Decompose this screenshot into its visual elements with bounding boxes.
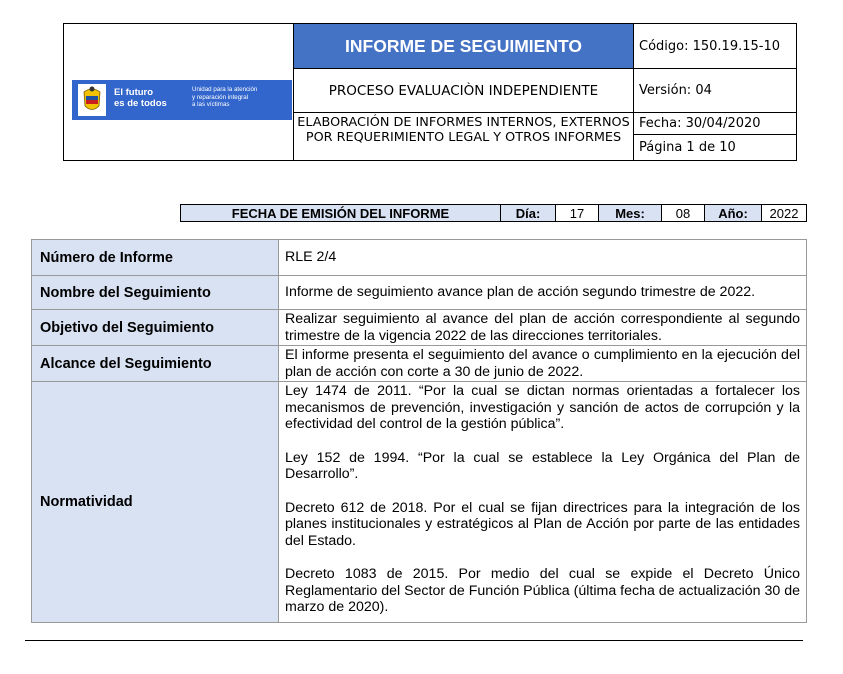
row-label: Alcance del Seguimiento [32, 346, 279, 381]
row-label: Nombre del Seguimiento [32, 276, 279, 309]
year-label: Año: [705, 205, 762, 221]
document-date: Fecha: 30/04/2020 [634, 113, 796, 135]
logo-cell [64, 24, 294, 160]
page-divider [25, 640, 803, 641]
process-name: PROCESO EVALUACIÒN INDEPENDIENTE [294, 69, 634, 113]
regulation-paragraph: Ley 1474 de 2011. “Por la cual se dictan normas orientadas a fortalecer los mecanismos de prevención, investigación y sanción de actos de corrupción y la efectividad del control de la gestión pública”. [285, 383, 800, 432]
row-label: Número de Informe [32, 240, 279, 275]
day-value: 17 [556, 205, 599, 221]
year-value: 2022 [762, 205, 806, 221]
logo-slogan: El futuro es de todos [114, 87, 167, 109]
row-label: Normatividad [32, 382, 279, 622]
page-number: Página 1 de 10 [639, 140, 736, 155]
table-row [32, 310, 806, 346]
tracking-scope-value: El informe presenta el seguimiento del avance o cumplimiento en la ejecución del plan de acción con corte a 30 de junio de 2022. [285, 347, 800, 380]
month-label: Mes: [599, 205, 662, 221]
month-value: 08 [662, 205, 705, 221]
report-number-value: RLE 2/4 [285, 249, 337, 266]
issue-date-row [180, 204, 807, 222]
document-version: Versión: 04 [634, 69, 796, 113]
table-row [32, 346, 806, 382]
regulation-paragraph: Ley 152 de 1994. “Por la cual se establece la Ley Orgánica del Plan de Desarrollo”. [285, 449, 800, 482]
issue-date-label: FECHA DE EMISIÓN DEL INFORME [181, 205, 501, 221]
tracking-name-value: Informe de seguimiento avance plan de acción segundo trimestre de 2022. [285, 284, 756, 301]
document-header [63, 23, 797, 161]
procedure-name: ELABORACIÓN DE INFORMES INTERNOS, EXTERNOS POR REQUERIMIENTO LEGAL Y OTROS INFORMES [294, 113, 634, 160]
logo-entity-name: Unidad para la atención y reparación integral a las víctimas [192, 86, 258, 108]
table-row [32, 276, 806, 310]
regulation-paragraph: Decreto 1083 de 2015. Por medio del cual se expide el Decreto Único Reglamentario del Sector de Función Pública (última fecha de actualización 30 de marzo de 2020). [285, 566, 800, 615]
coat-of-arms-icon [78, 84, 106, 116]
organization-logo [72, 80, 292, 120]
report-info-table [31, 239, 807, 623]
tracking-objective-value: Realizar seguimiento al avance del plan de acción correspondiente al segundo trimestre de la vigencia 2022 de las direcciones territoriales. [285, 311, 800, 344]
row-label: Objetivo del Seguimiento [32, 310, 279, 345]
regulations-value [279, 382, 806, 622]
table-row [32, 240, 806, 276]
regulation-paragraph: Decreto 612 de 2018. Por el cual se fijan directrices para la integración de los planes institucionales y estratégicos al Plan de Acción por parte de las entidades del Estado. [285, 499, 800, 549]
table-row [32, 382, 806, 622]
report-title: INFORME DE SEGUIMIENTO [294, 24, 634, 69]
document-code: Código: 150.19.15-10 [634, 24, 796, 69]
day-label: Día: [501, 205, 556, 221]
